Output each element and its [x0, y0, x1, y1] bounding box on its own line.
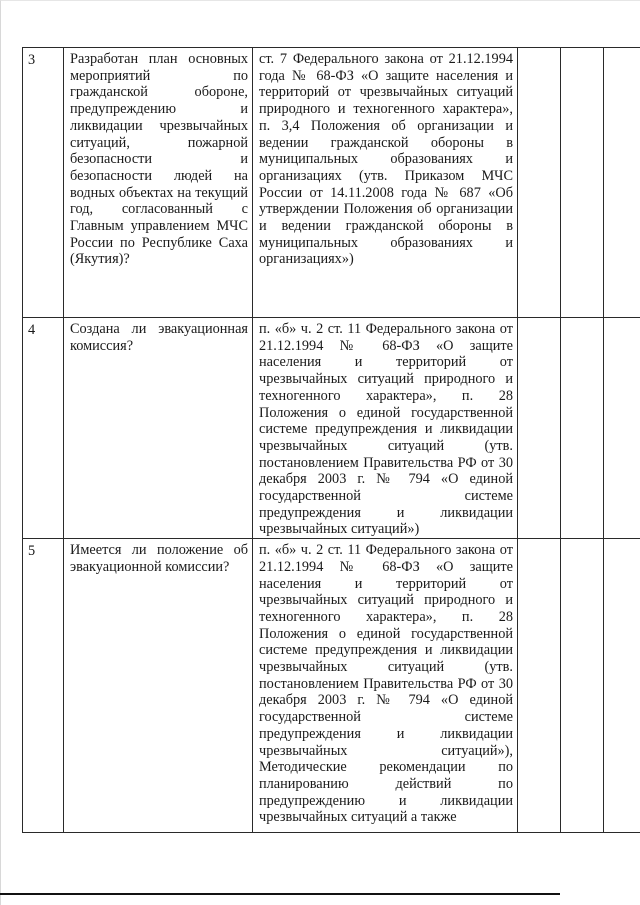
legal-reference: ст. 7 Федерального закона от 21.12.1994 года № 68-ФЗ «О защите населения и территорий от чрезвычайных ситуаций природного и техногенного характера», п. 3,4 Положения об организации и ведении гражданской обороны в муниципальных образованиях и организациях (утв. Приказом МЧС России от 14.11.2008 года № 687 «Об утверждении Положения об организации и ведении гражданской обороны в муниципальных образованиях и организациях»)	[253, 48, 518, 318]
requirement-question: Имеется ли положение об эвакуационной комиссии?	[64, 539, 253, 833]
answer-cell-na	[604, 318, 640, 539]
table-row	[23, 48, 640, 318]
row-number: 3	[23, 48, 64, 318]
answer-cell-na	[604, 539, 640, 833]
table-row	[23, 318, 640, 539]
requirement-question: Разработан план основных мероприятий по гражданской обороне, предупреждению и ликвидации чрезвычайных ситуаций, пожарной безопасности и безопасности людей на водных объектах на текущий год, согласованный с Главным управлением МЧС России по Республике Саха (Якутия)?	[64, 48, 253, 318]
answer-cell-yes	[518, 318, 561, 539]
requirement-question: Создана ли эвакуационная комиссия?	[64, 318, 253, 539]
checklist-table	[22, 47, 640, 833]
answer-cell-no	[561, 48, 604, 318]
table-row	[23, 539, 640, 833]
page-bottom-rule	[0, 893, 560, 895]
row-number: 5	[23, 539, 64, 833]
answer-cell-yes	[518, 48, 561, 318]
legal-reference: п. «б» ч. 2 ст. 11 Федерального закона от 21.12.1994 № 68-ФЗ «О защите населения и территорий от чрезвычайных ситуаций природного и техногенного характера», п. 28 Положения о единой государственной системе предупреждения и ликвидации чрезвычайных ситуаций (утв. постановлением Правительства РФ от 30 декабря 2003 г. № 794 «О единой государственной системе предупреждения и ликвидации чрезвычайных ситуаций»)	[253, 318, 518, 539]
answer-cell-no	[561, 539, 604, 833]
answer-cell-no	[561, 318, 604, 539]
answer-cell-na	[604, 48, 640, 318]
row-number: 4	[23, 318, 64, 539]
answer-cell-yes	[518, 539, 561, 833]
legal-reference: п. «б» ч. 2 ст. 11 Федерального закона от 21.12.1994 № 68-ФЗ «О защите населения и территорий от чрезвычайных ситуаций природного и техногенного характера», п. 28 Положения о единой государственной системе предупреждения и ликвидации чрезвычайных ситуаций (утв. постановлением Правительства РФ от 30 декабря 2003 г. № 794 «О единой государственной системе предупреждения и ликвидации чрезвычайных ситуаций»), Методические рекомендации по планированию действий по предупреждению и ликвидации чрезвычайных ситуаций а также	[253, 539, 518, 833]
